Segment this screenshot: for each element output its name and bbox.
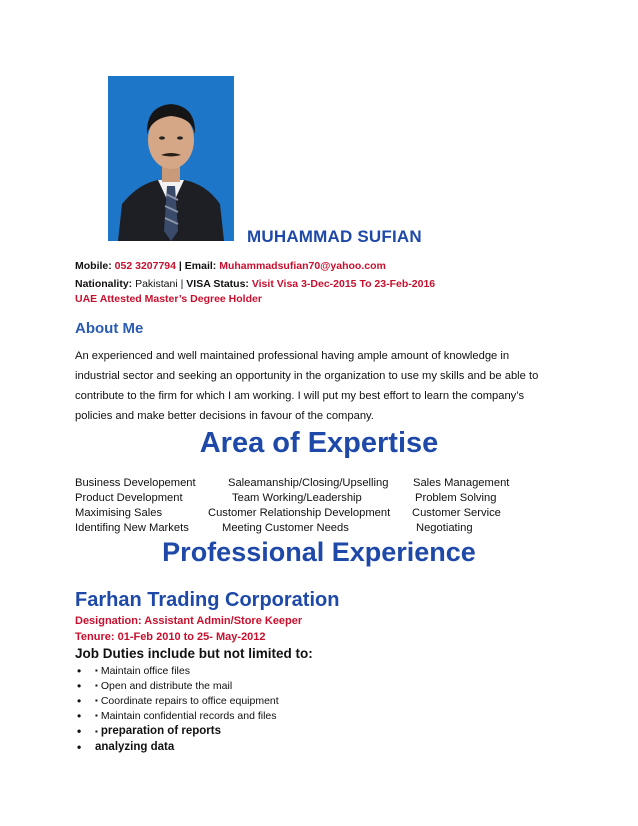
duties-heading: Job Duties include but not limited to: bbox=[75, 646, 313, 661]
about-line: An experienced and well maintained professional having ample amount of knowledge in bbox=[75, 350, 510, 362]
duty-text: preparation of reports bbox=[100, 725, 221, 737]
visa-from-date: 3-Dec-2015 bbox=[301, 278, 357, 290]
visa-to-date: 23-Feb-2016 bbox=[374, 278, 436, 290]
visa-type: Visit Visa bbox=[251, 278, 299, 290]
degree-line: UAE Attested Master’s Degree Holder bbox=[75, 293, 262, 305]
list-item bbox=[77, 708, 279, 723]
square-bullet-icon: ▪ bbox=[95, 681, 98, 690]
about-heading: About Me bbox=[75, 320, 144, 337]
expertise-row bbox=[75, 507, 595, 522]
about-line: industrial sector and seeking an opportunity in the organization to use my skills and be able to bbox=[75, 370, 539, 382]
nationality-label: Nationality: bbox=[75, 278, 133, 290]
mobile-label: Mobile: bbox=[75, 260, 112, 272]
expertise-row bbox=[75, 492, 595, 507]
list-item bbox=[77, 723, 279, 739]
list-item bbox=[77, 739, 279, 755]
expertise-item: Customer Relationship Development bbox=[208, 507, 391, 519]
expertise-item: Maximising Sales bbox=[75, 507, 163, 519]
expertise-row bbox=[75, 522, 595, 537]
designation: Designation: Assistant Admin/Store Keeper bbox=[75, 615, 303, 627]
bullet-icon: • bbox=[77, 740, 82, 754]
expertise-item: Problem Solving bbox=[415, 492, 497, 504]
square-bullet-icon: ▪ bbox=[95, 726, 98, 736]
square-bullet-icon: ▪ bbox=[95, 666, 98, 675]
duty-text: Maintain office files bbox=[100, 664, 190, 677]
about-paragraph bbox=[75, 346, 555, 426]
visa-to-label: To bbox=[359, 278, 372, 290]
about-line: policies and make better decisions in favour of the company. bbox=[75, 410, 374, 422]
square-bullet-icon: ▪ bbox=[95, 711, 98, 720]
mobile-number: 052 3207794 bbox=[114, 260, 176, 272]
bullet-icon: • bbox=[77, 708, 82, 723]
expertise-item: Sales Management bbox=[413, 477, 510, 489]
separator: | bbox=[180, 278, 184, 290]
duty-text: Maintain confidential records and files bbox=[100, 709, 277, 722]
duty-text: Open and distribute the mail bbox=[100, 679, 233, 692]
expertise-item: Product Development bbox=[75, 492, 183, 504]
nationality-value: Pakistani bbox=[135, 278, 178, 290]
contact-line bbox=[75, 260, 386, 272]
duty-text: analyzing data bbox=[95, 741, 175, 753]
nationality-line bbox=[75, 278, 435, 290]
expertise-row bbox=[75, 477, 595, 492]
list-item bbox=[77, 678, 279, 693]
list-item bbox=[77, 693, 279, 708]
bullet-icon: • bbox=[77, 693, 82, 708]
candidate-name: MUHAMMAD SUFIAN bbox=[247, 227, 422, 246]
expertise-item: Negotiating bbox=[416, 522, 473, 534]
square-bullet-icon: ▪ bbox=[95, 696, 98, 705]
bullet-icon: • bbox=[77, 663, 82, 678]
expertise-item: Team Working/Leadership bbox=[232, 492, 362, 504]
bullet-icon: • bbox=[77, 724, 82, 738]
email-address: Muhammadsufian70@yahoo.com bbox=[219, 260, 386, 272]
portrait-illustration bbox=[108, 76, 234, 241]
bullet-icon: • bbox=[77, 678, 82, 693]
visa-label: VISA Status: bbox=[186, 278, 249, 290]
about-line: contribute to the firm for which I am working. I will put my best effort to learn the company’s bbox=[75, 390, 525, 402]
email-label: Email: bbox=[184, 260, 217, 272]
separator: | bbox=[178, 260, 182, 272]
list-item bbox=[77, 663, 279, 678]
tenure: Tenure: 01-Feb 2010 to 25- May-2012 bbox=[75, 631, 266, 643]
expertise-item: Meeting Customer Needs bbox=[222, 522, 349, 534]
company-name: Farhan Trading Corporation bbox=[75, 589, 340, 611]
expertise-item: Identifing New Markets bbox=[75, 522, 189, 534]
duty-text: Coordinate repairs to office equipment bbox=[100, 694, 279, 707]
expertise-item: Business Developement bbox=[75, 477, 196, 489]
expertise-item: Saleamanship/Closing/Upselling bbox=[228, 477, 389, 489]
expertise-item: Customer Service bbox=[412, 507, 501, 519]
experience-heading: Professional Experience bbox=[162, 537, 476, 567]
profile-photo bbox=[108, 76, 234, 241]
duties-list bbox=[77, 663, 279, 755]
expertise-heading: Area of Expertise bbox=[199, 427, 439, 459]
